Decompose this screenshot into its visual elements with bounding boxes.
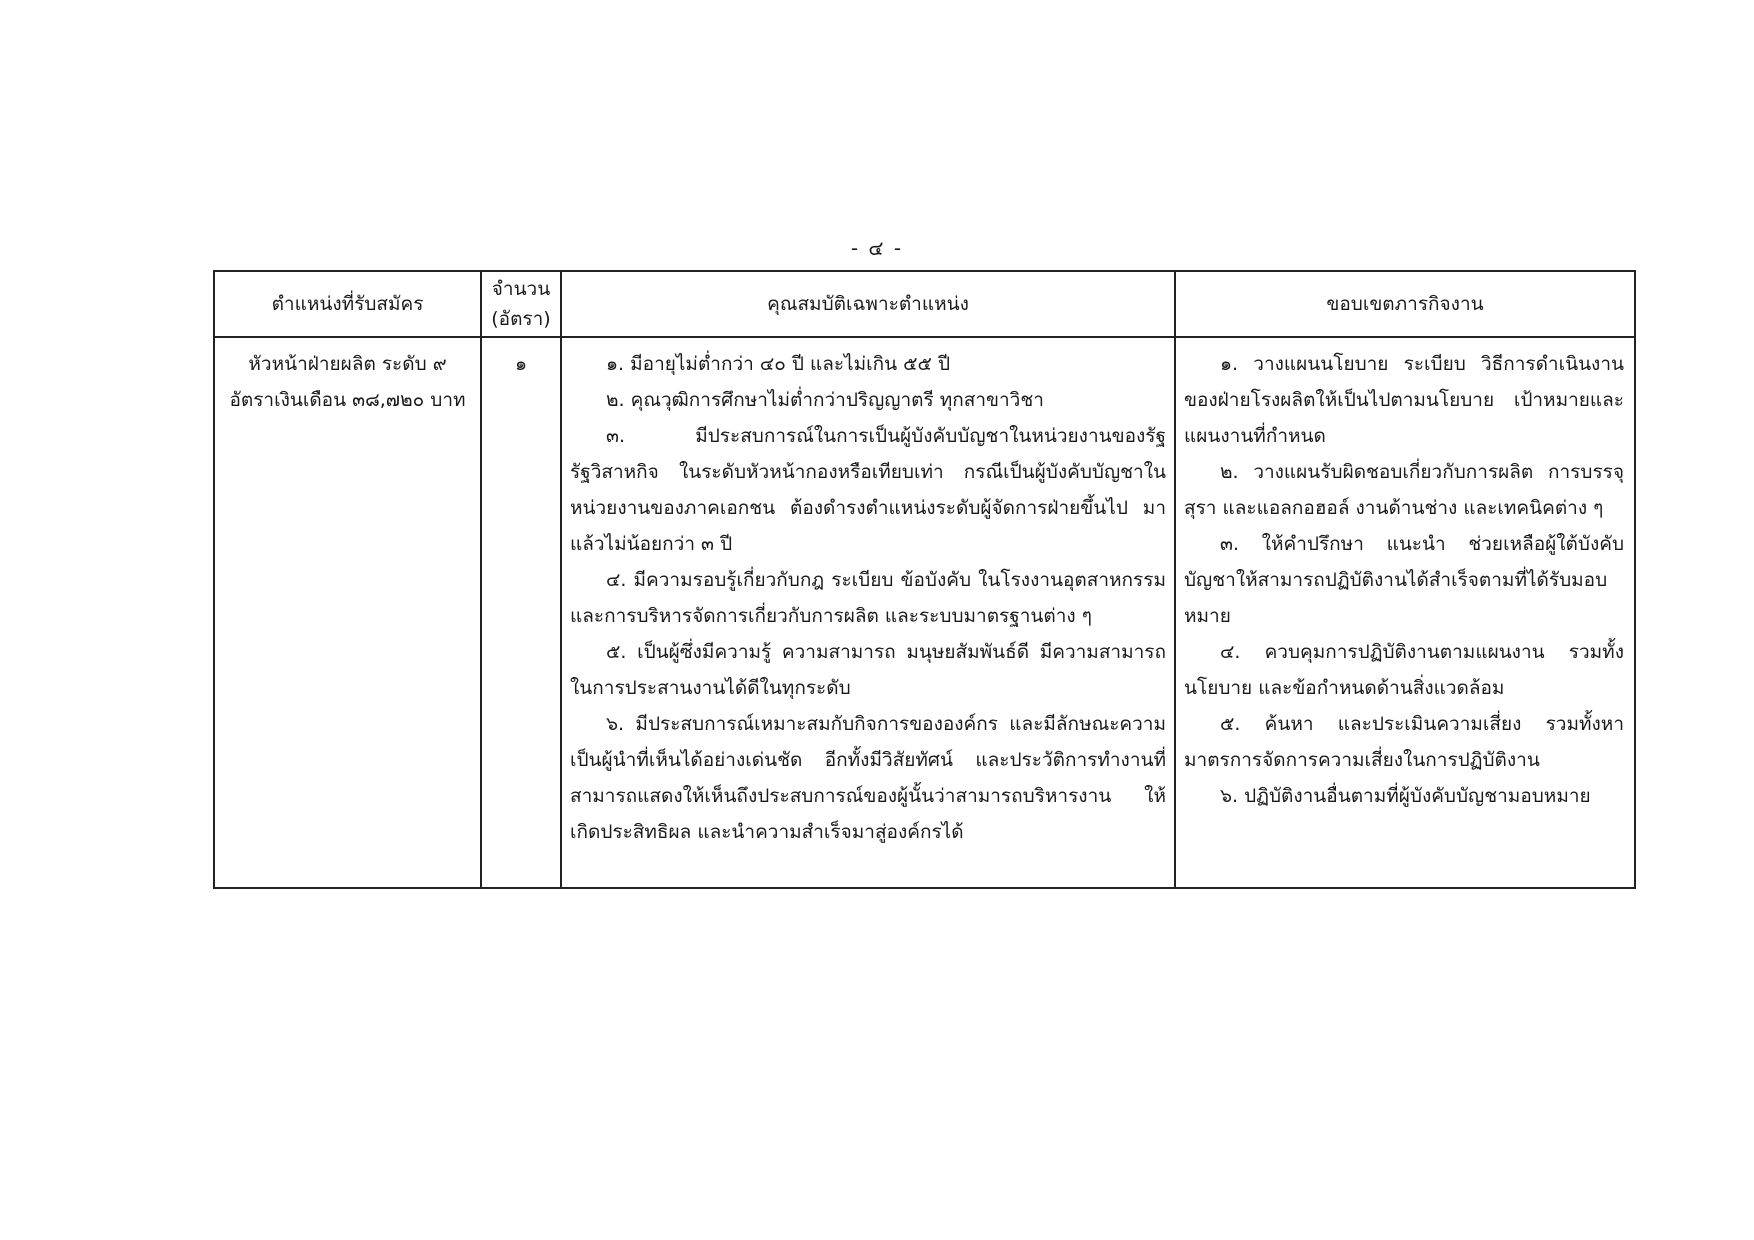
scope-item: ๔. ควบคุมการปฏิบัติงานตามแผนงาน รวมทั้งนโยบาย และข้อกำหนดด้านสิ่งแวดล้อม xyxy=(1184,641,1624,699)
position-title: หัวหน้าฝ่ายผลิต ระดับ ๙ xyxy=(248,353,447,375)
header-count xyxy=(481,271,561,337)
page-number: - ๔ - xyxy=(850,236,904,260)
scope-cell xyxy=(1175,337,1635,888)
qualification-item: ๔. มีความรอบรู้เกี่ยวกับกฎ ระเบียบ ข้อบังคับ ในโรงงานอุตสาหกรรม และการบริหารจัดการเกี่ยวกับการผลิต และระบบมาตรฐานต่าง ๆ xyxy=(570,569,1166,627)
table-header-row xyxy=(214,271,1635,337)
scope-item: ๑. วางแผนนโยบาย ระเบียบ วิธีการดำเนินงานของฝ่ายโรงผลิตให้เป็นไปตามนโยบาย เป้าหมายและแผนงานที่กำหนด xyxy=(1184,353,1624,447)
header-count-line2: (อัตรา) xyxy=(491,308,551,330)
scope-item: ๖. ปฏิบัติงานอื่นตามที่ผู้บังคับบัญชามอบหมาย xyxy=(1220,785,1591,807)
header-position: ตำแหน่งที่รับสมัคร xyxy=(214,271,481,337)
scope-item: ๓. ให้คำปรึกษา แนะนำ ช่วยเหลือผู้ใต้บังคับบัญชาให้สามารถปฏิบัติงานได้สำเร็จตามที่ได้รับมอบหมาย xyxy=(1184,533,1624,627)
header-count-line1: จำนวน xyxy=(491,278,551,300)
header-scope: ขอบเขตภารกิจงาน xyxy=(1175,271,1635,337)
qualification-item: ๖. มีประสบการณ์เหมาะสมกับกิจการขององค์กร และมีลักษณะความเป็นผู้นำที่เห็นได้อย่างเด่นชัด อีกทั้งมีวิสัยทัศน์ และประวัติการทำงานที่สามารถแสดงให้เห็นถึงประสบการณ์ของผู้นั้นว่าสามารถบริหารงาน ให้เกิดประสิทธิผล และนำความสำเร็จมาสู่องค์กรได้ xyxy=(570,713,1166,843)
table-row xyxy=(214,337,1635,888)
header-qualifications: คุณสมบัติเฉพาะตำแหน่ง xyxy=(561,271,1175,337)
qualification-item: ๕. เป็นผู้ซึ่งมีความรู้ ความสามารถ มนุษยสัมพันธ์ดี มีความสามารถในการประสานงานได้ดีในทุกระดับ xyxy=(570,641,1166,699)
qualifications-cell xyxy=(561,337,1175,888)
position-salary: อัตราเงินเดือน ๓๘,๗๒๐ บาท xyxy=(229,389,466,411)
qualification-item: ๓. มีประสบการณ์ในการเป็นผู้บังคับบัญชาในหน่วยงานของรัฐ รัฐวิสาหกิจ ในระดับหัวหน้ากองหรือเทียบเท่า กรณีเป็นผู้บังคับบัญชาในหน่วยงานของภาคเอกชน ต้องดำรงตำแหน่งระดับผู้จัดการฝ่ายขึ้นไป มาแล้วไม่น้อยกว่า ๓ ปี xyxy=(570,425,1166,555)
qualification-item: ๑. มีอายุไม่ต่ำกว่า ๔๐ ปี และไม่เกิน ๕๕ ปี xyxy=(606,353,951,375)
qualification-item: ๒. คุณวุฒิการศึกษาไม่ต่ำกว่าปริญญาตรี ทุกสาขาวิชา xyxy=(606,389,1044,411)
position-cell xyxy=(214,337,481,888)
scope-item: ๕. ค้นหา และประเมินความเสี่ยง รวมทั้งหามาตรการจัดการความเสี่ยงในการปฏิบัติงาน xyxy=(1184,713,1624,771)
scope-item: ๒. วางแผนรับผิดชอบเกี่ยวกับการผลิต การบรรจุสุรา และแอลกอฮอล์ งานด้านช่าง และเทคนิคต่าง ๆ xyxy=(1184,461,1624,519)
position-qualification-table xyxy=(213,270,1636,889)
count-cell: ๑ xyxy=(481,337,561,888)
